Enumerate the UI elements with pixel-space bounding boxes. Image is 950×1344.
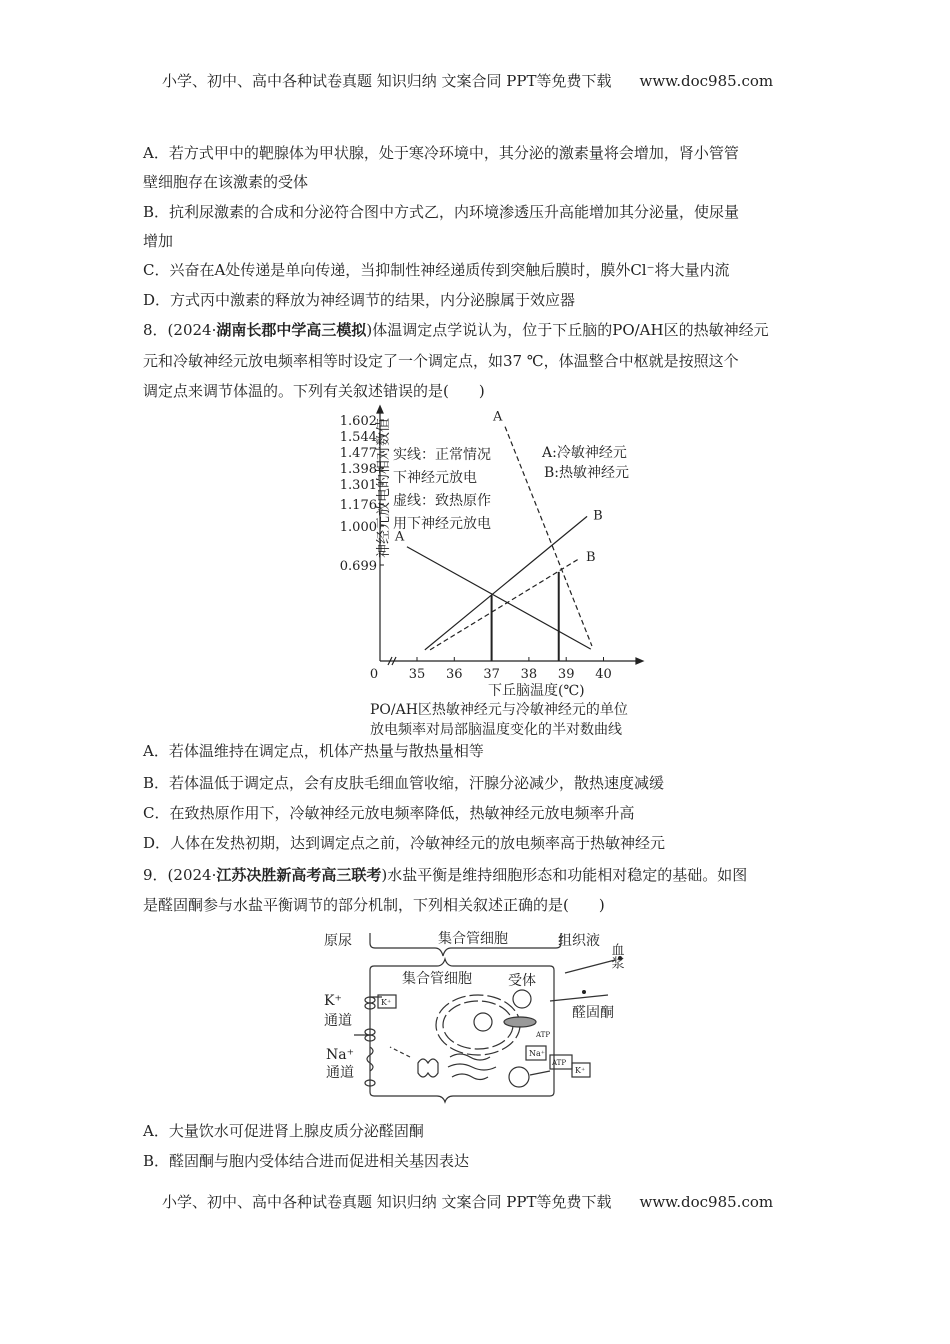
box-k2: K⁺ xyxy=(575,1066,586,1075)
q8-number: 8．(2024· xyxy=(143,321,217,339)
y-tick-label: 1.398 xyxy=(339,462,377,477)
q7-option-a: A．若方式甲中的靶腺体为甲状腺，处于寒冷环境中，其分泌的激素量将会增加，肾小管管 xyxy=(143,144,739,162)
q8-option-c: C．在致热原作用下，冷敏神经元放电频率降低，热敏神经元放电频率升高 xyxy=(143,804,635,822)
box-k: K⁺ xyxy=(381,998,392,1007)
label-na-channel: 通道 xyxy=(326,1065,354,1081)
caption-line: PO/AH区热敏神经元与冷敏神经元的单位 xyxy=(370,702,628,718)
q8-line: 元和冷敏神经元放电频率相等时设定了一个调定点，如37 ℃，体温整合中枢就是按照这个 xyxy=(143,352,739,370)
y-tick-label: 0.699 xyxy=(339,559,377,574)
q8-stem: 8．(2024·湖南长郡中学高三模拟)体温调定点学说认为，位于下丘脑的PO/AH区的热敏神经元 xyxy=(143,321,769,339)
series-line-A-solid xyxy=(407,547,591,649)
q8-line: 体温调定点学说认为，位于下丘脑的PO/AH区的热敏神经元 xyxy=(372,321,769,339)
legend-a: A:冷敏神经元 xyxy=(542,445,627,461)
box-atp: ATP xyxy=(552,1059,567,1067)
q9-line: 是醛固酮参与水盐平衡调节的部分机制，下列相关叙述正确的是( ) xyxy=(143,896,605,914)
q8-line: 调定点来调节体温的。下列有关叙述错误的是( ) xyxy=(143,382,485,400)
q8-source: 湖南长郡中学高三模拟 xyxy=(216,321,367,339)
y-tick-label: 1.544 xyxy=(339,430,377,445)
box-na: Na⁺ xyxy=(529,1049,545,1058)
page-header xyxy=(162,70,773,91)
atp-burst: ATP xyxy=(536,1031,551,1039)
y-tick-label: 1.000 xyxy=(339,520,377,535)
q9-source: 江苏决胜新高考高三联考 xyxy=(216,866,382,884)
annotation: 下神经元放电 xyxy=(393,470,477,486)
vesicle xyxy=(509,1067,529,1087)
q7-option-b-cont: 增加 xyxy=(143,232,174,250)
legend-b: B:热敏神经元 xyxy=(544,465,630,481)
label-k-channel: 通道 xyxy=(324,1013,352,1029)
y-axis-label: 神经元放电的相对数值 xyxy=(376,418,392,558)
label-tissue: 组织液 xyxy=(558,933,600,949)
aldosterone-diagram xyxy=(310,925,650,1115)
receptor-complex xyxy=(474,1013,492,1031)
q7-option-c: C．兴奋在A处传递是单向传递，当抑制性神经递质传到突触后膜时，膜外Cl⁻将大量内流 xyxy=(143,261,730,279)
series-label: B xyxy=(593,508,603,524)
footer-text: 小学、初中、高中各种试卷真题 知识归纳 文案合同 PPT等免费下载 xyxy=(162,1193,612,1211)
x-tick-label: 39 xyxy=(557,667,575,682)
x-tick-label: 40 xyxy=(595,667,612,682)
x-tick-label: 35 xyxy=(408,667,426,682)
x-tick-label: 0 xyxy=(369,667,379,682)
q7-option-d: D．方式丙中激素的释放为神经调节的结果，内分泌腺属于效应器 xyxy=(143,291,576,309)
x-tick-label: 37 xyxy=(483,667,500,682)
label-cell: 集合管细胞 xyxy=(402,971,472,987)
label-k: K⁺ xyxy=(324,993,342,1009)
protein xyxy=(418,1059,438,1077)
y-tick-label: 1.477 xyxy=(339,446,377,461)
series-label: B xyxy=(586,550,596,566)
label-na: Na⁺ xyxy=(326,1047,354,1063)
q9-stem: 9．(2024·江苏决胜新高考高三联考)水盐平衡是维持细胞形态和功能相对稳定的基础。如图 xyxy=(143,866,748,884)
x-axis-arrow xyxy=(636,658,643,664)
x-tick-label: 38 xyxy=(520,667,538,682)
series-label: A xyxy=(493,409,503,425)
q9-line: 水盐平衡是维持细胞形态和功能相对稳定的基础。如图 xyxy=(387,866,748,884)
label-top-cell: 集合管细胞 xyxy=(438,931,508,947)
endoplasmic-reticulum xyxy=(448,1054,496,1080)
q9-number: 9．(2024· xyxy=(143,866,217,884)
q7-option-a-cont: 壁细胞存在该激素的受体 xyxy=(143,173,309,191)
q7-option-b: B．抗利尿激素的合成和分泌符合图中方式乙，内环境渗透压升高能增加其分泌量，使尿量 xyxy=(143,203,740,221)
annotation: 实线：正常情况 xyxy=(393,447,491,463)
series-line-B-solid xyxy=(425,516,587,649)
annotation: 用下神经元放电 xyxy=(393,516,491,532)
annotation: 虚线：致热原作 xyxy=(393,493,491,509)
q8-option-d: D．人体在发热初期，达到调定点之前，冷敏神经元的放电频率高于热敏神经元 xyxy=(143,834,666,852)
caption-line: 放电频率对局部脑温度变化的半对数曲线 xyxy=(370,722,622,738)
y-tick-label: 1.602 xyxy=(339,414,377,429)
header-text: 小学、初中、高中各种试卷真题 知识归纳 文案合同 PPT等免费下载 xyxy=(162,72,612,90)
label-receptor: 受体 xyxy=(508,973,536,989)
label-yuanniao: 原尿 xyxy=(324,933,352,949)
x-tick-label: 36 xyxy=(446,667,463,682)
y-tick-label: 1.301 xyxy=(339,478,377,493)
q9-option-b: B．醛固酮与胞内受体结合进而促进相关基因表达 xyxy=(143,1152,470,1170)
label-plasma: 血浆 xyxy=(608,943,624,969)
header-url: www.doc985.com xyxy=(639,72,774,90)
y-axis-arrow xyxy=(377,406,383,413)
chart xyxy=(310,409,650,740)
q8-option-b: B．若体温低于调定点，会有皮肤毛细血管收缩，汗腺分泌减少，散热速度减缓 xyxy=(143,774,665,792)
footer-url: www.doc985.com xyxy=(639,1193,774,1211)
mitochondrion xyxy=(504,1017,536,1027)
label-aldosterone: 醛固酮 xyxy=(572,1005,614,1021)
series-label: A xyxy=(394,529,405,545)
q8-option-a: A．若体温维持在调定点，机体产热量与散热量相等 xyxy=(143,742,484,760)
receptor-circle xyxy=(513,990,531,1008)
x-axis-label: 下丘脑温度(℃) xyxy=(488,683,585,699)
page-footer xyxy=(162,1191,773,1212)
q9-option-a: A．大量饮水可促进肾上腺皮质分泌醛固酮 xyxy=(143,1122,424,1140)
y-tick-label: 1.176 xyxy=(339,498,377,513)
